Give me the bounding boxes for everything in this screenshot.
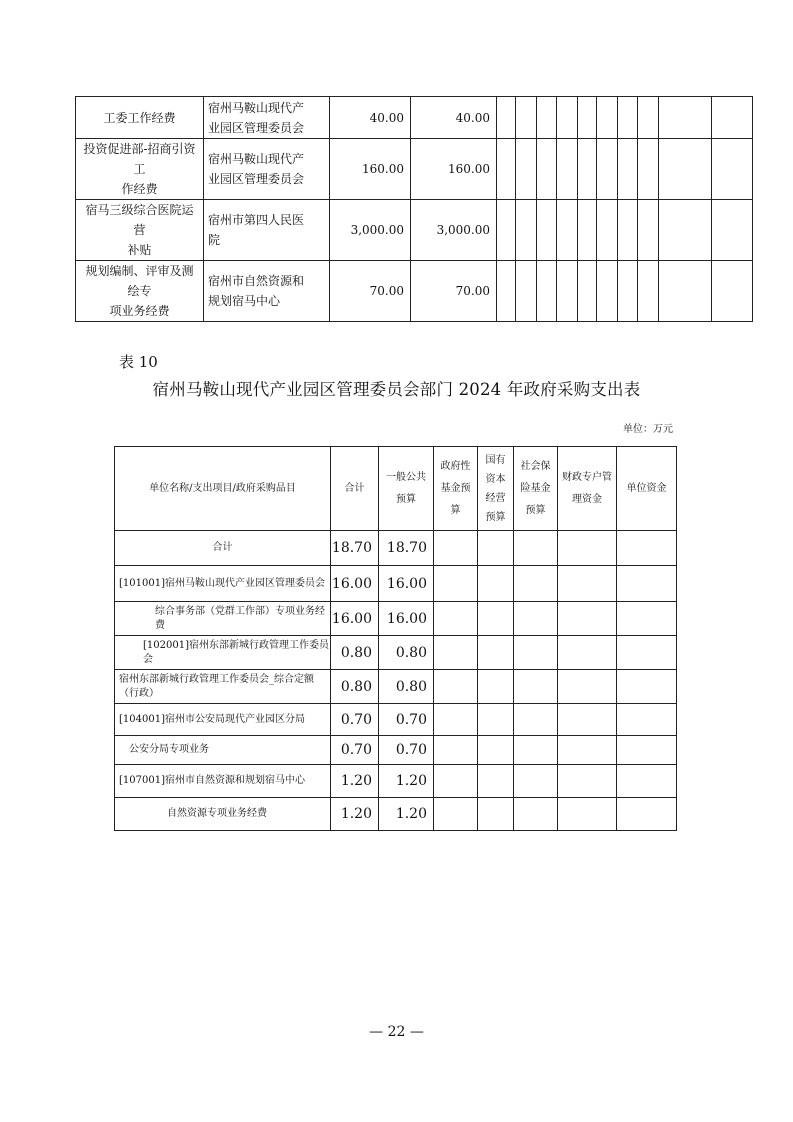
unit-name: 宿州马鞍山现代产 业园区管理委员会 — [204, 139, 330, 200]
table-row — [115, 765, 677, 798]
header-general-budget: 一般公共 预算 — [379, 447, 434, 531]
table-row — [76, 261, 753, 322]
header-name: 单位名称/支出项目/政府采购品目 — [115, 447, 331, 531]
unit-name: 宿州市第四人民医 院 — [204, 200, 330, 261]
row-name: [104001]宿州市公安局现代产业园区分局 — [115, 704, 331, 736]
general-budget-value: 16.00 — [379, 602, 434, 636]
general-budget-value: 70.00 — [411, 261, 497, 322]
table-row — [115, 736, 677, 765]
header-gov-fund-budget: 政府性 基金预 算 — [434, 447, 478, 531]
total-value: 3,000.00 — [330, 200, 411, 261]
expense-item-name: 投资促进部-招商引资工 作经费 — [76, 139, 204, 200]
general-budget-value: 0.80 — [379, 636, 434, 670]
table-row — [115, 670, 677, 704]
table-row — [115, 602, 677, 636]
page-title: 宿州马鞍山现代产业园区管理委员会部门 2024 年政府采购支出表 — [152, 380, 641, 399]
table-row — [76, 200, 753, 261]
total-value: 16.00 — [331, 566, 379, 602]
total-value: 0.70 — [331, 704, 379, 736]
header-unit-funds: 单位资金 — [617, 447, 677, 531]
general-budget-value: 18.70 — [379, 531, 434, 566]
expense-item-name: 宿马三级综合医院运营 补贴 — [76, 200, 204, 261]
unit-name: 宿州市自然资源和 规划宿马中心 — [204, 261, 330, 322]
unit-note: 单位：万元 — [623, 424, 673, 435]
row-name: 自然资源专项业务经费 — [115, 798, 331, 831]
row-name: 综合事务部（党群工作部）专项业务经费 — [115, 602, 331, 636]
general-budget-value: 0.80 — [379, 670, 434, 704]
row-name: [107001]宿州市自然资源和规划宿马中心 — [115, 765, 331, 798]
budget-continuation-table — [75, 96, 753, 322]
total-value: 0.80 — [331, 636, 379, 670]
general-budget-value: 0.70 — [379, 736, 434, 765]
table-label: 表 10 — [119, 353, 158, 371]
general-budget-value: 1.20 — [379, 798, 434, 831]
table-row — [115, 704, 677, 736]
table-row — [115, 636, 677, 670]
total-value: 18.70 — [331, 531, 379, 566]
table-row — [76, 97, 753, 139]
header-social-security-fund: 社会保 险基金 预算 — [514, 447, 558, 531]
general-budget-value: 1.20 — [379, 765, 434, 798]
table-row — [115, 566, 677, 602]
total-value: 1.20 — [331, 798, 379, 831]
expense-item-name: 规划编制、评审及测绘专 项业务经费 — [76, 261, 204, 322]
general-budget-value: 16.00 — [379, 566, 434, 602]
total-value: 160.00 — [330, 139, 411, 200]
page-number: — 22 — — [369, 1024, 424, 1040]
row-name: 宿州东部新城行政管理工作委员会_综合定额（行政） — [115, 670, 331, 704]
total-value: 40.00 — [330, 97, 411, 139]
header-state-capital-budget: 国有 资本 经营 预算 — [478, 447, 514, 531]
row-name: 合计 — [115, 531, 331, 566]
row-name: 公安分局专项业务 — [115, 736, 331, 765]
header-row — [115, 447, 677, 531]
procurement-expenditure-table — [114, 446, 677, 831]
general-budget-value: 40.00 — [411, 97, 497, 139]
table-row — [76, 139, 753, 200]
table-row — [115, 531, 677, 566]
total-value: 16.00 — [331, 602, 379, 636]
general-budget-value: 0.70 — [379, 704, 434, 736]
table-row — [115, 798, 677, 831]
expense-item-name: 工委工作经费 — [76, 97, 204, 139]
total-value: 70.00 — [330, 261, 411, 322]
general-budget-value: 3,000.00 — [411, 200, 497, 261]
header-fiscal-account-funds: 财政专户管 理资金 — [558, 447, 617, 531]
total-value: 0.70 — [331, 736, 379, 765]
row-name: [102001]宿州东部新城行政管理工作委员会 — [115, 636, 331, 670]
header-total: 合计 — [331, 447, 379, 531]
total-value: 0.80 — [331, 670, 379, 704]
row-name: [101001]宿州马鞍山现代产业园区管理委员会 — [115, 566, 331, 602]
unit-name: 宿州马鞍山现代产 业园区管理委员会 — [204, 97, 330, 139]
general-budget-value: 160.00 — [411, 139, 497, 200]
total-value: 1.20 — [331, 765, 379, 798]
